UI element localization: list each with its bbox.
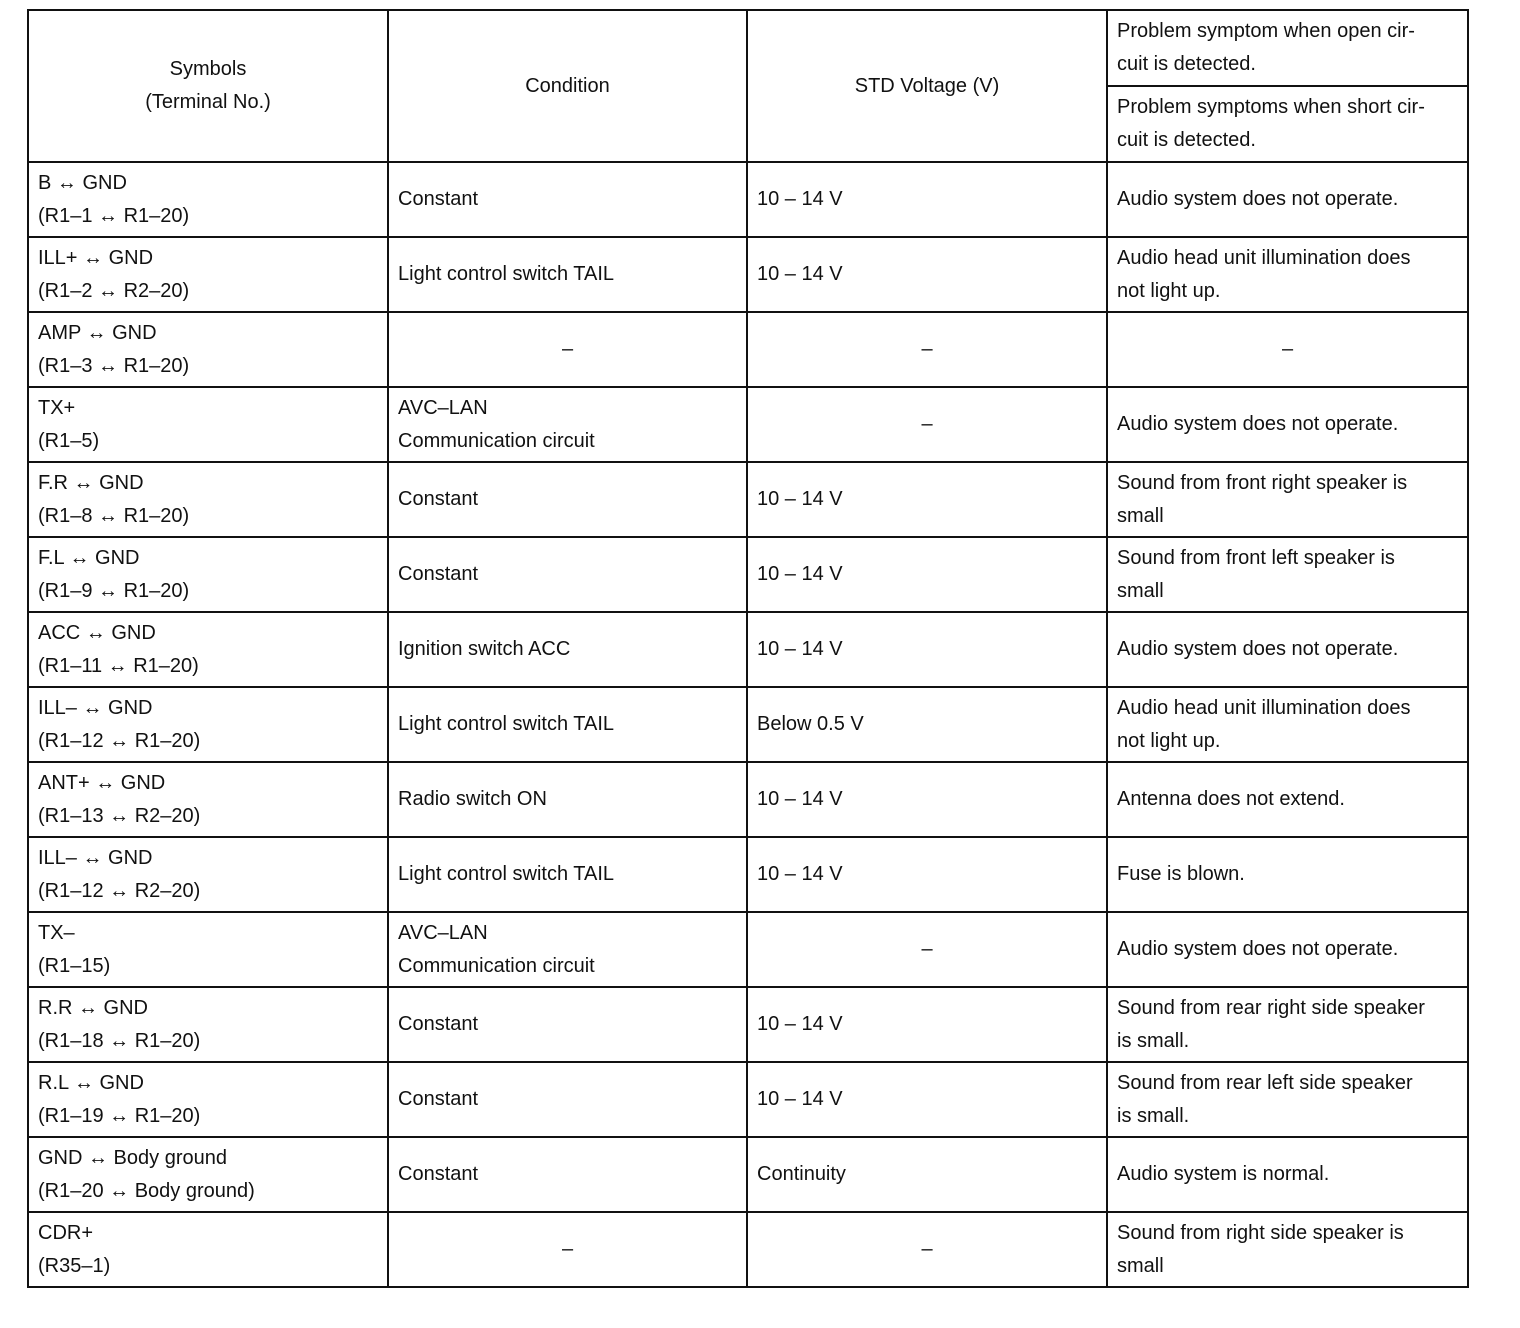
symptom-text: Sound from rear left side speaker [1117,1071,1413,1094]
header-short-symptom-line1: Problem symptoms when short cir- [1117,96,1425,118]
terminal-text: (R1–15) [38,954,111,977]
symptom-text: Audio system is normal. [1117,1163,1330,1185]
symbol-text: AMP ↔ GND [38,321,157,344]
terminal-text: (R1–1 ↔ R1–20) [38,204,190,227]
header-symbols-line2: (Terminal No.) [145,91,271,113]
symptom-text-line2: not light up. [1117,729,1221,752]
cell-symbol [28,612,388,687]
cell-symptom [1107,912,1468,987]
table-row [28,1212,1468,1287]
cell-symbol [28,1062,388,1137]
symptom-text-line2: is small. [1117,1104,1190,1127]
cell-condition [388,612,747,687]
symbol-text: B ↔ GND [38,171,127,194]
symptom-text: – [1281,338,1294,360]
terminal-text: (R1–9 ↔ R1–20) [38,579,190,602]
table-row [28,612,1468,687]
cell-symptom [1107,762,1468,837]
symbol-text: ILL+ ↔ GND [38,246,154,269]
cell-symptom [1107,687,1468,762]
cell-symbol [28,837,388,912]
cell-symptom [1107,237,1468,312]
terminal-text: (R1–18 ↔ R1–20) [38,1029,201,1052]
cell-condition [388,987,747,1062]
condition-text-line2: Communication circuit [398,954,595,977]
header-open-symptom [1107,10,1468,86]
cell-condition [388,1062,747,1137]
cell-voltage: Below 0.5 V [747,687,1107,762]
symptom-text: Sound from right side speaker is [1117,1221,1404,1244]
cell-condition [388,837,747,912]
symbol-text: TX– [38,921,75,944]
symptom-text: Sound from front left speaker is [1117,546,1395,569]
condition-text: – [561,1238,574,1260]
table-row [28,162,1468,237]
cell-voltage: 10 – 14 V [747,987,1107,1062]
cell-symbol [28,1212,388,1287]
terminal-text: (R1–20 ↔ Body ground) [38,1179,255,1202]
symptom-text: Audio head unit illumination does [1117,246,1411,269]
condition-text: – [561,338,574,360]
symbol-text: ILL– ↔ GND [38,846,153,869]
symbol-text: ILL– ↔ GND [38,696,153,719]
cell-symbol [28,687,388,762]
symptom-text: Sound from front right speaker is [1117,471,1408,494]
condition-text: Constant [398,1013,479,1035]
terminal-spec-table [27,9,1469,1288]
cell-condition [388,237,747,312]
header-open-symptom-line2: cuit is detected. [1117,53,1256,75]
cell-symbol [28,762,388,837]
cell-symbol [28,537,388,612]
condition-text-line2: Communication circuit [398,429,595,452]
cell-voltage: – [747,312,1107,387]
cell-symbol [28,312,388,387]
header-voltage: STD Voltage (V) [747,10,1107,162]
cell-voltage: – [747,387,1107,462]
condition-text: Radio switch ON [398,788,547,810]
cell-condition [388,162,747,237]
terminal-text: (R35–1) [38,1254,111,1277]
cell-symptom [1107,1137,1468,1212]
table-body [28,162,1468,1287]
cell-symptom [1107,537,1468,612]
cell-condition [388,912,747,987]
cell-voltage: 10 – 14 V [747,612,1107,687]
condition-text: Light control switch TAIL [398,263,615,285]
cell-symbol [28,462,388,537]
cell-condition [388,537,747,612]
symbol-text: R.R ↔ GND [38,996,148,1019]
symptom-text-line2: is small. [1117,1029,1190,1052]
table-row [28,987,1468,1062]
table-row [28,762,1468,837]
header-symbols-line1: Symbols [169,58,247,80]
cell-condition [388,1212,747,1287]
table-row [28,912,1468,987]
cell-symptom [1107,1212,1468,1287]
terminal-text: (R1–3 ↔ R1–20) [38,354,190,377]
cell-voltage: Continuity [747,1137,1107,1212]
symptom-text: Antenna does not extend. [1117,788,1345,810]
condition-text: Light control switch TAIL [398,863,615,885]
table-row [28,462,1468,537]
condition-text: Constant [398,188,479,210]
terminal-text: (R1–12 ↔ R1–20) [38,729,201,752]
symbol-text: ACC ↔ GND [38,621,156,644]
cell-voltage: 10 – 14 V [747,1062,1107,1137]
cell-symbol [28,162,388,237]
header-short-symptom [1107,86,1468,162]
cell-voltage: 10 – 14 V [747,162,1107,237]
cell-condition [388,462,747,537]
cell-voltage: – [747,912,1107,987]
symptom-text-line2: small [1117,579,1164,602]
condition-text: Constant [398,1088,479,1110]
symptom-text: Audio system does not operate. [1117,638,1399,660]
cell-symbol [28,1137,388,1212]
table-row [28,687,1468,762]
cell-condition [388,1137,747,1212]
cell-symbol [28,237,388,312]
cell-voltage: – [747,1212,1107,1287]
terminal-text: (R1–12 ↔ R2–20) [38,879,201,902]
table-row [28,387,1468,462]
condition-text: Light control switch TAIL [398,713,615,735]
condition-text: Constant [398,1163,479,1185]
cell-symptom [1107,612,1468,687]
cell-voltage: 10 – 14 V [747,462,1107,537]
symbol-text: CDR+ [38,1221,94,1244]
cell-symptom [1107,987,1468,1062]
cell-symbol [28,987,388,1062]
cell-condition [388,312,747,387]
table-row [28,1137,1468,1212]
header-symbols [28,10,388,162]
cell-condition [388,387,747,462]
condition-text: AVC–LAN [398,921,488,944]
symptom-text: Audio system does not operate. [1117,188,1399,210]
symptom-text: Sound from rear right side speaker [1117,996,1425,1019]
condition-text: Ignition switch ACC [398,638,571,660]
symptom-text-line2: small [1117,504,1164,527]
symbol-text: F.L ↔ GND [38,546,140,569]
cell-symptom [1107,387,1468,462]
table-row [28,312,1468,387]
cell-symptom [1107,837,1468,912]
cell-symptom [1107,162,1468,237]
terminal-text: (R1–2 ↔ R2–20) [38,279,190,302]
symbol-text: ANT+ ↔ GND [38,771,166,794]
cell-voltage: 10 – 14 V [747,237,1107,312]
table-row [28,237,1468,312]
cell-symptom [1107,312,1468,387]
terminal-text: (R1–5) [38,429,100,452]
terminal-text: (R1–19 ↔ R1–20) [38,1104,201,1127]
condition-text: Constant [398,563,479,585]
cell-symbol [28,387,388,462]
symbol-text: GND ↔ Body ground [38,1146,227,1169]
symptom-text-line2: small [1117,1254,1164,1277]
symptom-text: Fuse is blown. [1117,863,1245,885]
cell-condition [388,687,747,762]
table-row [28,537,1468,612]
condition-text: Constant [398,488,479,510]
cell-symptom [1107,1062,1468,1137]
terminal-text: (R1–8 ↔ R1–20) [38,504,190,527]
cell-condition [388,762,747,837]
table-row [28,837,1468,912]
symptom-text: Audio system does not operate. [1117,413,1399,435]
cell-symptom [1107,462,1468,537]
symptom-text: Audio head unit illumination does [1117,696,1411,719]
condition-text: AVC–LAN [398,396,488,419]
header-condition: Condition [388,10,747,162]
cell-voltage: 10 – 14 V [747,537,1107,612]
symptom-text: Audio system does not operate. [1117,938,1399,960]
cell-voltage: 10 – 14 V [747,762,1107,837]
table-row [28,1062,1468,1137]
terminal-text: (R1–13 ↔ R2–20) [38,804,201,827]
symbol-text: TX+ [38,396,76,419]
symbol-text: F.R ↔ GND [38,471,144,494]
terminal-text: (R1–11 ↔ R1–20) [38,654,199,677]
header-short-symptom-line2: cuit is detected. [1117,129,1256,151]
cell-voltage: 10 – 14 V [747,837,1107,912]
symbol-text: R.L ↔ GND [38,1071,144,1094]
symptom-text-line2: not light up. [1117,279,1221,302]
cell-symbol [28,912,388,987]
header-open-symptom-line1: Problem symptom when open cir- [1117,20,1415,42]
